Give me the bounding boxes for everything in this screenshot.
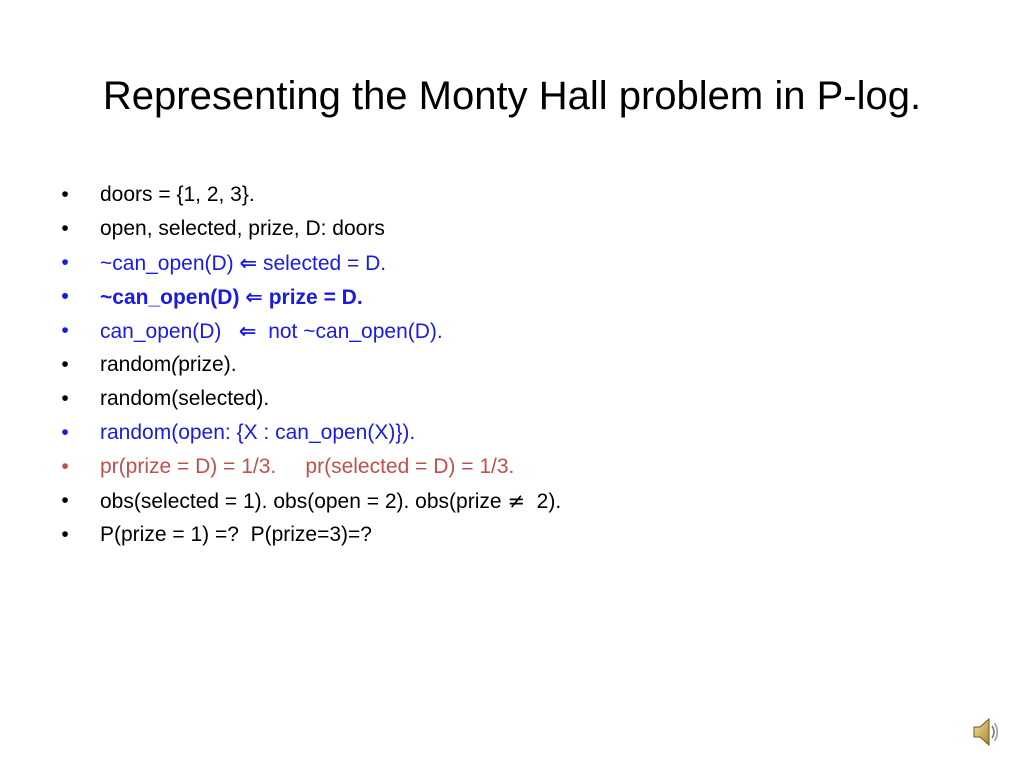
left-arrow-icon: ⇐: [238, 319, 257, 343]
bullet-marker: •: [61, 251, 69, 274]
italic-paren: (: [171, 353, 179, 376]
bullet-rule-selected: [58, 246, 958, 280]
bullet-marker: •: [61, 285, 69, 308]
random-keyword: random: [100, 353, 172, 376]
speaker-icon[interactable]: [972, 714, 1000, 750]
bullet-text: open, selected, prize, D: doors: [100, 217, 385, 240]
obs-text: obs(selected = 1). obs(open = 2). obs(prize: [100, 490, 508, 513]
bullet-text: [100, 280, 363, 315]
left-arrow-icon: ⇐: [245, 285, 263, 309]
rule-body: prize = D.: [262, 286, 363, 309]
bullet-query: [58, 518, 958, 552]
bullet-rule-can-open: [58, 314, 958, 348]
bullet-marker: •: [61, 489, 69, 512]
bullet-text: doors = {1, 2, 3}.: [100, 183, 255, 206]
bullet-marker: •: [61, 387, 69, 410]
obs-tail: 2).: [525, 490, 562, 513]
bullet-text: [100, 348, 237, 382]
bullet-marker: •: [61, 319, 69, 342]
bullet-text: [100, 246, 386, 281]
bullet-doors: [58, 178, 958, 212]
random-arg: prize).: [178, 353, 237, 376]
bullet-random-open: [58, 416, 958, 450]
bullet-random-selected: [58, 382, 958, 416]
rule-head: can_open(D): [100, 320, 239, 343]
bullet-sorts: [58, 212, 958, 246]
bullet-rule-prize: [58, 280, 958, 314]
bullet-marker: •: [61, 455, 69, 478]
rule-body: selected = D.: [257, 252, 387, 275]
slide-title: Representing the Monty Hall problem in P-log.: [102, 74, 922, 118]
bullet-text: P(prize = 1) =? P(prize=3)=?: [100, 523, 372, 546]
bullet-probabilities: [58, 450, 958, 484]
bullet-marker: •: [61, 217, 69, 240]
bullet-marker: •: [61, 421, 69, 444]
bullet-text: [100, 484, 561, 519]
rule-head: ~can_open(D): [100, 286, 246, 309]
not-equal-icon: ≠: [507, 489, 525, 513]
bullet-observations: [58, 484, 958, 518]
bullet-marker: •: [61, 183, 69, 206]
left-arrow-icon: ⇐: [239, 251, 258, 275]
bullet-random-prize: [58, 348, 958, 382]
bullet-text: [100, 314, 443, 349]
bullet-text: random(open: {X : can_open(X)}).: [100, 421, 416, 444]
bullet-list: [58, 178, 958, 552]
bullet-marker: •: [61, 353, 69, 376]
bullet-text: random(selected).: [100, 387, 270, 410]
bullet-marker: •: [61, 523, 69, 546]
rule-body: not ~can_open(D).: [256, 320, 443, 343]
bullet-text: pr(prize = D) = 1/3. pr(selected = D) = 1/3.: [100, 455, 515, 478]
rule-head: ~can_open(D): [100, 252, 240, 275]
